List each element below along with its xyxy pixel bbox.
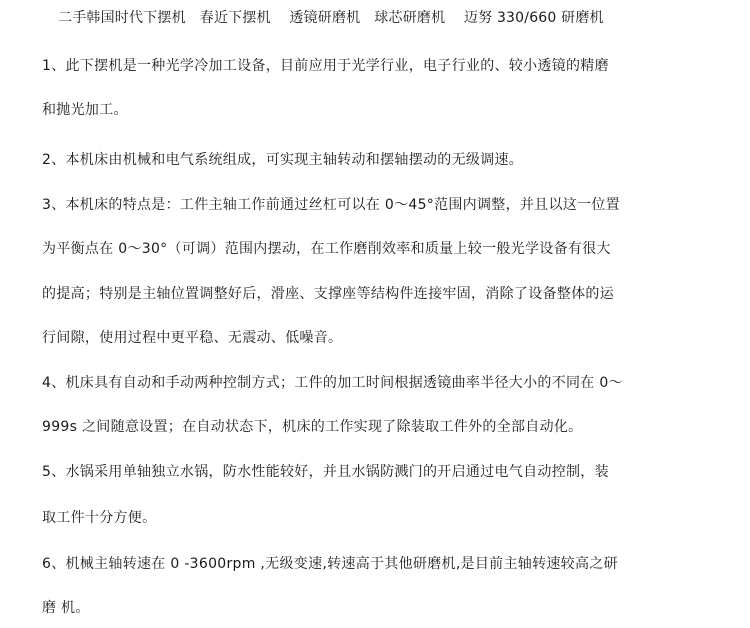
paragraph-3-line-2: 为平衡点在 0～30°（可调）范围内摆动，在工作磨削效率和质量上较一般光学设备有很大	[42, 241, 611, 257]
paragraph-5-line-2: 取工件十分方便。	[42, 510, 157, 526]
paragraph-5-line-1: 5、水锅采用单轴独立水锅，防水性能较好，并且水锅防溅门的开启通过电气自动控制，装	[42, 464, 609, 480]
paragraph-3-line-4: 行间隙，使用过程中更平稳、无震动、低噪音。	[42, 330, 343, 346]
paragraph-1-line-2: 和抛光加工。	[42, 102, 128, 118]
paragraph-4-line-1: 4、机床具有自动和手动两种控制方式；工件的加工时间根据透镜曲率半径大小的不同在 0～	[42, 375, 623, 391]
paragraph-6-line-1: 6、机械主轴转速在 0 -3600rpm ,无级变速,转速高于其他研磨机,是目前主轴转速较高之研	[42, 556, 618, 572]
paragraph-6-line-2: 磨 机。	[42, 600, 90, 616]
paragraph-2-line-1: 2、本机床由机械和电气系统组成，可实现主轴转动和摆轴摆动的无级调速。	[42, 152, 524, 168]
paragraph-3-line-3: 的提高；特别是主轴位置调整好后，滑座、支撑座等结构件连接牢固，消除了设备整体的运	[42, 286, 614, 302]
paragraph-1-line-1: 1、此下摆机是一种光学冷加工设备，目前应用于光学行业，电子行业的、较小透镜的精磨	[42, 58, 609, 74]
page-title: 二手韩国时代下摆机 春近下摆机 透镜研磨机 球芯研磨机 迈努 330/660 研磨机	[58, 10, 604, 26]
paragraph-4-line-2: 999s 之间随意设置；在自动状态下，机床的工作实现了除装取工件外的全部自动化。	[42, 419, 583, 435]
paragraph-3-line-1: 3、本机床的特点是：工件主轴工作前通过丝杠可以在 0～45°范围内调整，并且以这一位置	[42, 197, 620, 213]
